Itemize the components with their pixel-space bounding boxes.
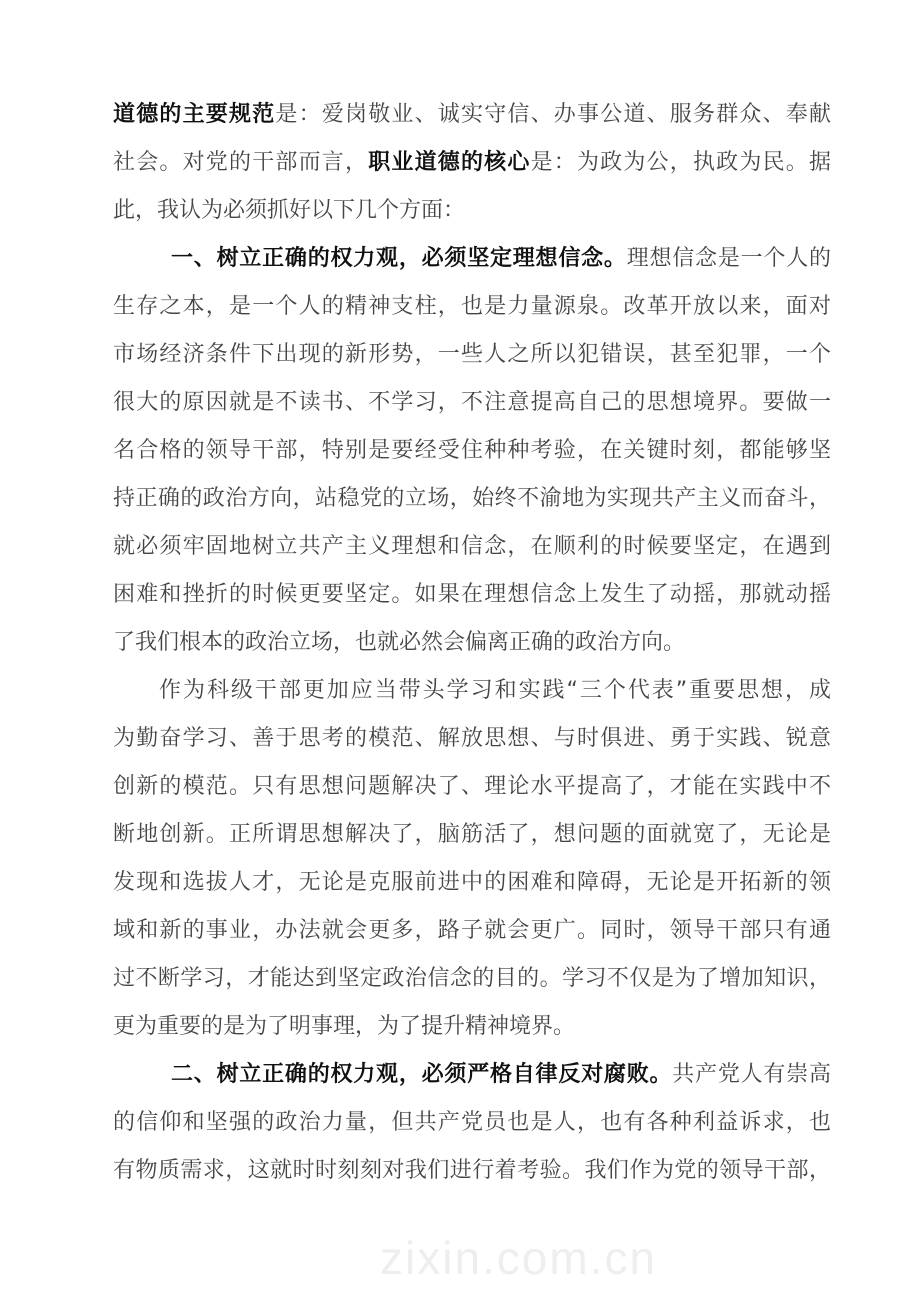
body-text: 域和新的事业，办法就会更多，路子就会更广。同时，领导干部只有通 — [113, 918, 831, 943]
text-line — [113, 811, 831, 859]
body-text: 的信仰和坚强的政治力量，但共产党员也是人，也有各种利益诉求，也 — [113, 1110, 831, 1135]
text-line — [113, 619, 831, 667]
body-text: 创新的模范。只有思想问题解决了、理论水平提高了，才能在实践中不 — [113, 774, 831, 799]
bold-text: 道德的主要规范 — [113, 102, 276, 127]
text-line — [113, 427, 831, 475]
body-text: 过不断学习，才能达到坚定政治信念的目的。学习不仅是为了增加知识， — [113, 966, 831, 991]
body-text: 为勤奋学习、善于思考的模范、解放思想、与时俱进、勇于实践、锐意 — [113, 726, 831, 751]
text-line — [113, 475, 831, 523]
text-line — [113, 715, 831, 763]
text-line — [113, 955, 831, 1003]
bold-text: 职业道德的核心 — [368, 150, 531, 175]
body-text: 很大的原因就是不读书、不学习，不注意提高自己的思想境界。要做一 — [113, 390, 831, 415]
body-text: 更为重要的是为了明事理，为了提升精神境界。 — [113, 1014, 576, 1039]
text-line — [113, 331, 831, 379]
body-text: 理想信念是一个人的 — [626, 246, 831, 271]
body-text: 社会。对党的干部而言， — [113, 150, 369, 175]
text-line — [113, 1147, 831, 1195]
text-line — [113, 1051, 831, 1099]
bold-text: 二、树立正确的权力观，必须严格自律反对腐败。 — [171, 1062, 673, 1087]
text-line — [113, 763, 831, 811]
text-line — [113, 91, 831, 139]
text-line — [113, 1099, 831, 1147]
body-text: 断地创新。正所谓思想解决了，脑筋活了，想问题的面就宽了，无论是 — [113, 822, 831, 847]
text-line — [113, 907, 831, 955]
text-line — [113, 235, 831, 283]
body-text: 了我们根本的政治立场，也就必然会偏离正确的政治方向。 — [113, 630, 686, 655]
text-line — [113, 379, 831, 427]
bold-text: 一、树立正确的权力观，必须坚定理想信念。 — [171, 246, 627, 271]
body-text: 名合格的领导干部，特别是要经受住种种考验，在关键时刻，都能够坚 — [113, 438, 831, 463]
text-line — [113, 283, 831, 331]
body-text: 生存之本，是一个人的精神支柱，也是力量源泉。改革开放以来，面对 — [113, 294, 831, 319]
body-text: 就必须牢固地树立共产主义理想和信念，在顺利的时候要坚定，在遇到 — [113, 534, 831, 559]
text-line — [113, 187, 831, 235]
body-text: 市场经济条件下出现的新形势，一些人之所以犯错误，甚至犯罪，一个 — [113, 342, 831, 367]
text-line — [113, 1003, 831, 1051]
text-line — [113, 859, 831, 907]
watermark: zixin.com.cn — [380, 1232, 658, 1284]
body-text: 有物质需求，这就时时刻刻对我们进行着考验。我们作为党的领导干部， — [113, 1158, 831, 1183]
body-text: 此，我认为必须抓好以下几个方面： — [113, 198, 466, 223]
body-text: 发现和选拔人才，无论是克服前进中的困难和障碍，无论是开拓新的领 — [113, 870, 831, 895]
body-text: 共产党人有崇高 — [672, 1062, 831, 1087]
text-line — [113, 139, 831, 187]
body-text: 是：爱岗敬业、诚实守信、办事公道、服务群众、奉献 — [275, 102, 831, 127]
body-text: 困难和挫折的时候更要坚定。如果在理想信念上发生了动摇，那就动摇 — [113, 582, 831, 607]
body-text: 是：为政为公，执政为民。据 — [530, 150, 831, 175]
text-line — [113, 523, 831, 571]
body-text: 作为科级干部更加应当带头学习和实践“三个代表”重要思想，成 — [159, 678, 831, 703]
document-body — [113, 91, 831, 1195]
text-line — [113, 667, 831, 715]
text-line — [113, 571, 831, 619]
body-text: 持正确的政治方向，站稳党的立场，始终不渝地为实现共产主义而奋斗， — [113, 486, 831, 511]
